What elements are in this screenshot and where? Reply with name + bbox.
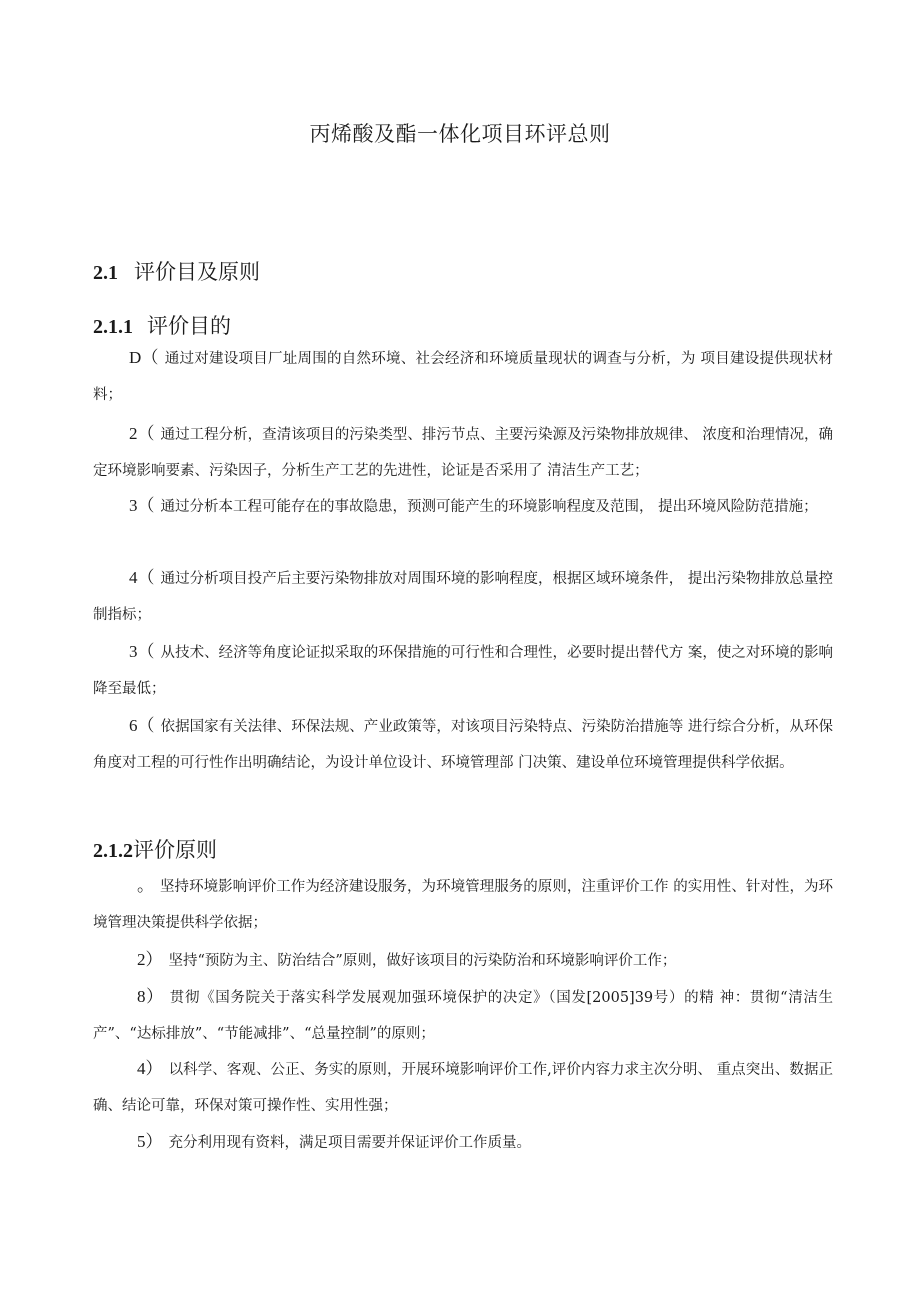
purpose-item-6 [93,708,833,781]
item-marker: 3（ [129,496,155,515]
item-text: 通过工程分析，查清该项目的污染类型、排污节点、主要污染源及污染物排放规律、 浓度和治理情况，确定环境影响要素、污染因子，分析生产工艺的先进性，论证是否采用了 清洁生产工艺； [93,427,834,479]
purpose-item-1 [93,340,833,413]
section-number: 2.1.2 [93,840,133,862]
section-number: 2.1 [93,262,118,284]
item-marker: 5） [137,1132,163,1151]
item-text: 以科学、客观、公正、务实的原则，开展环境影响评价工作,评价内容力求主次分明、 重点突出、数据正确、结论可靠，环保对策可操作性、实用性强； [93,1062,834,1114]
document-title: 丙烯酸及酯一体化项目环评总则 [309,122,611,146]
item-text: 贯彻《国务院关于落实科学发展观加强环境保护的决定》（国发[2005]39号）的精 神：贯彻“清洁生产”、“达标排放”、“节能减排”、“总量控制”的原则； [93,990,834,1042]
item-text: 坚持“预防为主、防治结合”原则，做好该项目的污染防治和环境影响评价工作； [168,953,677,969]
item-marker: 6（ [129,716,155,735]
item-marker: 2（ [129,424,155,443]
item-marker: 2） [137,950,163,969]
section-title: 评价目的 [147,314,231,338]
section-heading-2-1-2 [93,834,217,864]
item-marker: 。 [137,876,155,895]
item-marker: 3（ [129,642,155,661]
purpose-item-2 [93,416,833,489]
item-text: 通过分析本工程可能存在的事故隐患，预测可能产生的环境影响程度及范围， 提出环境风险防范措施； [160,499,818,515]
section-title: 评价目及原则 [134,260,260,284]
purpose-item-3 [93,488,833,525]
purpose-item-4 [93,560,833,633]
purpose-item-5 [93,634,833,707]
item-text: 从技术、经济等角度论证拟采取的环保措施的可行性和合理性，必要时提出替代方 案，使之对环境的影响降至最低； [93,645,834,697]
item-marker: D（ [129,348,159,367]
item-text: 依据国家有关法律、环保法规、产业政策等，对该项目污染特点、污染防治措施等 进行综合分析，从环保角度对工程的可行性作出明确结论，为设计单位设计、环境管理部 门决策、建设单位环境管理提供科学依据。 [93,719,834,771]
section-heading-2-1 [93,256,260,286]
section-title: 评价原则 [133,838,217,862]
principle-item-5 [93,1124,833,1161]
item-text: 通过对建设项目厂址周围的自然环境、社会经济和环境质量现状的调查与分析，为 项目建设提供现状材料； [93,351,834,403]
principle-item-4 [93,1051,833,1124]
section-number: 2.1.1 [93,316,133,338]
item-marker: 4） [137,1059,163,1078]
item-text: 通过分析项目投产后主要污染物排放对周围环境的影响程度，根据区域环境条件， 提出污染物排放总量控制指标； [93,571,834,623]
item-marker: 4（ [129,568,155,587]
item-text: 坚持环境影响评价工作为经济建设服务，为环境管理服务的原则，注重评价工作 的实用性、针对性，为环境管理决策提供科学依据； [93,879,833,931]
principle-item-2 [93,942,833,979]
item-marker: 8） [137,987,164,1006]
item-text: 充分利用现有资料，满足项目需要并保证评价工作质量。 [168,1135,531,1151]
principle-item-3 [93,979,833,1052]
section-heading-2-1-1 [93,310,231,340]
principle-item-1 [93,868,833,941]
